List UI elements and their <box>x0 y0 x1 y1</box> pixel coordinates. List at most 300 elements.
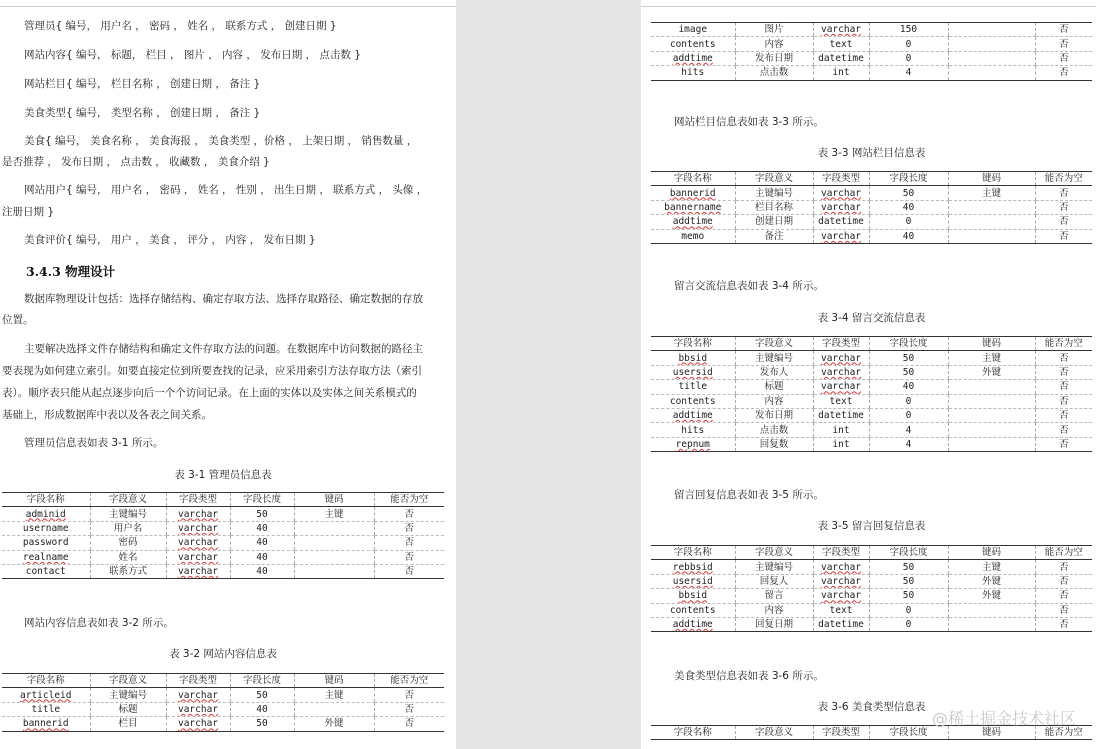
nullable-cell: 否 <box>1035 229 1092 243</box>
field-length-cell: 50 <box>230 717 294 731</box>
table-row <box>2 688 444 702</box>
cell-text: usersid <box>672 366 713 378</box>
field-type-cell: text <box>813 394 869 408</box>
field-type-cell <box>813 365 869 379</box>
field-name-cell <box>651 215 735 229</box>
column-header-field-type: 字段类型 <box>813 546 869 560</box>
table1-caption: 表 3-1 管理员信息表 <box>174 469 272 481</box>
field-type-cell <box>166 717 230 731</box>
field-name-cell <box>651 186 735 200</box>
key-cell: 主键 <box>948 186 1035 200</box>
field-length-cell: 50 <box>869 365 948 379</box>
field-type-cell <box>813 229 869 243</box>
field-length-cell: 40 <box>869 200 948 214</box>
field-meaning-cell: 回复数 <box>735 437 813 451</box>
table-row <box>651 574 1092 588</box>
field-length-cell: 0 <box>869 215 948 229</box>
field-type-cell <box>813 560 869 574</box>
key-cell: 主键 <box>948 560 1035 574</box>
column-header-field-length: 字段长度 <box>869 546 948 560</box>
field-length-cell: 40 <box>869 380 948 394</box>
table-row <box>2 564 444 578</box>
table-row <box>651 437 1092 451</box>
key-cell <box>948 617 1035 631</box>
cell-text: varchar <box>177 508 219 520</box>
column-header-nullable: 能否为空 <box>1035 337 1092 351</box>
table-row <box>2 536 444 550</box>
key-cell <box>294 702 374 716</box>
banner-info-table <box>651 171 1092 244</box>
field-type-cell <box>166 688 230 702</box>
field-type-cell <box>166 702 230 716</box>
table-row <box>2 521 444 535</box>
field-name-cell: contact <box>2 564 90 578</box>
document-page-left <box>0 0 456 749</box>
key-cell: 主键 <box>294 688 374 702</box>
table-header-row <box>2 493 444 507</box>
cell-text: rebbsid <box>672 561 713 573</box>
field-name-cell: title <box>2 702 90 716</box>
field-type-cell <box>813 23 869 37</box>
cell-text: varchar <box>820 230 862 242</box>
column-header-field-name: 字段名称 <box>651 546 735 560</box>
table-row <box>2 507 444 521</box>
field-length-cell: 40 <box>230 564 294 578</box>
field-meaning-cell: 主键编号 <box>90 688 166 702</box>
key-cell: 外键 <box>948 589 1035 603</box>
cell-text: varchar <box>177 522 219 534</box>
cell-text: varchar <box>820 366 862 378</box>
field-type-cell <box>166 521 230 535</box>
field-meaning-cell: 主键编号 <box>735 560 813 574</box>
reply-info-table <box>651 545 1092 632</box>
bbs-info-table <box>651 336 1092 452</box>
field-meaning-cell: 联系方式 <box>90 564 166 578</box>
key-cell: 主键 <box>948 351 1035 365</box>
field-name-cell: memo <box>651 229 735 243</box>
field-name-cell <box>651 365 735 379</box>
field-type-cell <box>166 536 230 550</box>
table2-intro: 网站内容信息表如表 3-2 所示。 <box>24 617 174 629</box>
table2-caption: 表 3-2 网站内容信息表 <box>169 648 277 660</box>
column-header-field-meaning: 字段意义 <box>735 546 813 560</box>
column-header-field-name: 字段名称 <box>2 674 90 688</box>
key-cell <box>948 408 1035 422</box>
cell-text: varchar <box>820 575 862 587</box>
field-name-cell: contents <box>651 603 735 617</box>
cell-text: varchar <box>177 718 219 730</box>
field-length-cell: 50 <box>230 688 294 702</box>
nullable-cell: 否 <box>1035 365 1092 379</box>
table4-caption: 表 3-4 留言交流信息表 <box>817 312 926 324</box>
column-header-key: 键码 <box>294 674 374 688</box>
field-name-cell: password <box>2 536 90 550</box>
page-edge-line <box>641 6 1096 7</box>
key-cell <box>948 23 1035 37</box>
table-row <box>651 560 1092 574</box>
field-meaning-cell: 姓名 <box>90 550 166 564</box>
table-header-row <box>651 172 1092 186</box>
nullable-cell: 否 <box>1035 617 1092 631</box>
field-type-cell: int <box>813 66 869 80</box>
key-cell <box>948 37 1035 51</box>
cell-text: repnum <box>675 438 710 450</box>
field-type-cell <box>166 507 230 521</box>
key-cell <box>948 394 1035 408</box>
key-cell: 外键 <box>948 365 1035 379</box>
key-cell <box>294 521 374 535</box>
column-header-nullable: 能否为空 <box>1035 546 1092 560</box>
field-length-cell: 0 <box>869 51 948 65</box>
field-name-cell <box>651 574 735 588</box>
entity-content: 网站内容{ 编号， 标题， 栏目 ， 图片 ， 内容 ， 发布日期 ， 点击数 } <box>24 49 361 61</box>
column-header-field-type: 字段类型 <box>813 172 869 186</box>
body-line-4: 要表现为如何建立索引。如要直接定位到所要查找的记录，应采用索引方法存取方法（索引 <box>2 365 422 377</box>
nullable-cell: 否 <box>1035 394 1092 408</box>
nullable-cell: 否 <box>1035 37 1092 51</box>
nullable-cell: 否 <box>1035 200 1092 214</box>
column-header-field-length: 字段长度 <box>869 337 948 351</box>
table-row <box>2 717 444 731</box>
table3-intro: 网站栏目信息表如表 3-3 所示。 <box>674 116 824 128</box>
key-cell <box>948 66 1035 80</box>
table6-intro: 美食类型信息表如表 3-6 所示。 <box>674 670 824 682</box>
field-type-cell <box>813 574 869 588</box>
field-name-cell <box>651 200 735 214</box>
field-type-cell <box>166 550 230 564</box>
field-type-cell <box>813 186 869 200</box>
field-meaning-cell: 发布日期 <box>735 51 813 65</box>
column-header-key: 键码 <box>948 546 1035 560</box>
admin-info-table <box>2 492 444 579</box>
cell-text: bannerid <box>669 187 716 199</box>
cell-text: varchar <box>177 689 219 701</box>
field-type-cell <box>166 564 230 578</box>
cell-text: bbsid <box>678 352 708 364</box>
body-line-5: 表）。顺序表只能从起点逐步向后一个个访问记录。在上面的实体以及实体之间关系模式的 <box>2 387 417 399</box>
table6-caption: 表 3-6 美食类型信息表 <box>817 701 926 713</box>
column-header-field-name: 字段名称 <box>2 493 90 507</box>
field-name-cell <box>2 688 90 702</box>
cell-text: addtime <box>672 619 713 631</box>
cell-text: varchar <box>820 187 862 199</box>
cell-text: realname <box>22 551 69 563</box>
key-cell <box>294 564 374 578</box>
cell-text: articleid <box>20 689 72 701</box>
table-row <box>651 589 1092 603</box>
nullable-cell: 否 <box>1035 66 1092 80</box>
field-length-cell: 0 <box>869 37 948 51</box>
table-row <box>2 702 444 716</box>
column-header-field-length: 字段长度 <box>230 674 294 688</box>
field-meaning-cell: 标题 <box>735 380 813 394</box>
field-name-cell: image <box>651 23 735 37</box>
nullable-cell: 否 <box>1035 351 1092 365</box>
field-meaning-cell: 内容 <box>735 37 813 51</box>
cell-text: bbsid <box>678 590 708 602</box>
field-meaning-cell: 点击数 <box>735 66 813 80</box>
nullable-cell: 否 <box>374 564 444 578</box>
nullable-cell: 否 <box>1035 574 1092 588</box>
field-type-cell: datetime <box>813 617 869 631</box>
column-header-nullable: 能否为空 <box>1035 726 1092 740</box>
field-length-cell: 150 <box>869 23 948 37</box>
field-meaning-cell: 栏目名称 <box>735 200 813 214</box>
table-header-row <box>651 546 1092 560</box>
table-row <box>651 394 1092 408</box>
field-length-cell: 50 <box>869 186 948 200</box>
key-cell: 外键 <box>294 717 374 731</box>
field-length-cell: 40 <box>230 521 294 535</box>
entity-foodtype: 美食类型{ 编号， 类型名称 ， 创建日期 ， 备注 } <box>24 107 261 119</box>
table-header-row <box>2 674 444 688</box>
field-name-cell <box>2 550 90 564</box>
field-name-cell: hits <box>651 423 735 437</box>
field-length-cell: 4 <box>869 423 948 437</box>
table1-intro: 管理员信息表如表 3-1 所示。 <box>24 437 164 449</box>
cell-text: bannerid <box>22 718 69 730</box>
field-length-cell: 50 <box>869 560 948 574</box>
body-line-1: 数据库物理设计包括：选择存储结构、确定存取方法、选择存取路径、确定数据的存放 <box>24 293 423 305</box>
table5-caption: 表 3-5 留言回复信息表 <box>817 520 926 532</box>
field-length-cell: 4 <box>869 437 948 451</box>
column-header-nullable: 能否为空 <box>374 493 444 507</box>
field-type-cell: int <box>813 423 869 437</box>
field-name-cell: username <box>2 521 90 535</box>
field-type-cell <box>813 589 869 603</box>
content-info-table <box>2 673 444 732</box>
nullable-cell: 否 <box>1035 437 1092 451</box>
field-length-cell: 40 <box>869 229 948 243</box>
table-row <box>651 380 1092 394</box>
field-name-cell <box>2 507 90 521</box>
nullable-cell: 否 <box>1035 380 1092 394</box>
field-meaning-cell: 发布日期 <box>735 408 813 422</box>
field-meaning-cell: 创建日期 <box>735 215 813 229</box>
table-row <box>651 51 1092 65</box>
field-name-cell <box>651 351 735 365</box>
field-length-cell: 0 <box>869 617 948 631</box>
cell-text: addtime <box>672 216 713 228</box>
table5-intro: 留言回复信息表如表 3-5 所示。 <box>674 489 824 501</box>
entity-user-line1: 网站用户{ 编号， 用户名 ， 密码 ， 姓名 ， 性别 ， 出生日期 ， 联系方式 ， 头像 ， <box>24 184 428 196</box>
nullable-cell: 否 <box>1035 186 1092 200</box>
cell-text: usersid <box>672 575 713 587</box>
column-header-field-name: 字段名称 <box>651 172 735 186</box>
column-header-field-length: 字段长度 <box>869 726 948 740</box>
key-cell <box>948 229 1035 243</box>
table-row <box>2 550 444 564</box>
field-name-cell: hits <box>651 66 735 80</box>
field-type-cell: int <box>813 437 869 451</box>
field-length-cell: 0 <box>869 603 948 617</box>
column-header-key: 键码 <box>294 493 374 507</box>
column-header-field-length: 字段长度 <box>869 172 948 186</box>
table-row <box>651 37 1092 51</box>
column-header-field-meaning: 字段意义 <box>90 493 166 507</box>
key-cell <box>948 51 1035 65</box>
field-meaning-cell: 用户名 <box>90 521 166 535</box>
field-length-cell: 50 <box>869 574 948 588</box>
column-header-field-length: 字段长度 <box>230 493 294 507</box>
field-meaning-cell: 回复日期 <box>735 617 813 631</box>
column-header-field-type: 字段类型 <box>166 493 230 507</box>
field-type-cell: datetime <box>813 215 869 229</box>
nullable-cell: 否 <box>1035 408 1092 422</box>
column-header-nullable: 能否为空 <box>374 674 444 688</box>
field-name-cell <box>651 51 735 65</box>
nullable-cell: 否 <box>374 507 444 521</box>
column-header-field-meaning: 字段意义 <box>735 337 813 351</box>
document-page-right <box>641 0 1096 749</box>
field-type-cell: text <box>813 37 869 51</box>
field-length-cell: 0 <box>869 408 948 422</box>
table-header-row <box>651 337 1092 351</box>
field-type-cell: datetime <box>813 51 869 65</box>
field-length-cell: 40 <box>230 536 294 550</box>
key-cell <box>948 437 1035 451</box>
field-name-cell <box>2 717 90 731</box>
table-row <box>651 617 1092 631</box>
field-meaning-cell: 栏目 <box>90 717 166 731</box>
column-header-field-name: 字段名称 <box>651 337 735 351</box>
cell-text: addtime <box>672 410 713 422</box>
body-line-6: 基础上，形成数据库中表以及各表之间关系。 <box>2 409 212 421</box>
nullable-cell: 否 <box>374 702 444 716</box>
nullable-cell: 否 <box>1035 560 1092 574</box>
table-row <box>651 23 1092 37</box>
column-header-nullable: 能否为空 <box>1035 172 1092 186</box>
table-row <box>651 408 1092 422</box>
section-heading: 3.4.3 物理设计 <box>26 264 116 279</box>
field-meaning-cell: 点击数 <box>735 423 813 437</box>
field-meaning-cell: 主键编号 <box>90 507 166 521</box>
body-line-3: 主要解决选择文件存储结构和确定文件存取方法的问题。在数据库中访问数据的路径主 <box>24 343 423 355</box>
column-header-key: 键码 <box>948 726 1035 740</box>
table-row <box>651 351 1092 365</box>
field-type-cell: datetime <box>813 408 869 422</box>
nullable-cell: 否 <box>1035 589 1092 603</box>
entity-food-line2: 是否推荐 ， 发布日期 ， 点击数 ， 收藏数 ， 美食介绍 } <box>2 156 270 168</box>
table3-caption: 表 3-3 网站栏目信息表 <box>817 147 926 159</box>
field-meaning-cell: 内容 <box>735 603 813 617</box>
field-meaning-cell: 标题 <box>90 702 166 716</box>
cell-text: varchar <box>820 561 862 573</box>
field-length-cell: 50 <box>869 589 948 603</box>
cell-text: varchar <box>177 537 219 549</box>
field-type-cell <box>813 200 869 214</box>
entity-food-line1: 美食{ 编号， 美食名称 ， 美食海报 ， 美食类型 ，价格 ， 上架日期 ， 销售数量 ， <box>24 135 418 147</box>
key-cell <box>948 200 1035 214</box>
field-length-cell: 50 <box>869 351 948 365</box>
field-length-cell: 4 <box>869 66 948 80</box>
field-meaning-cell: 备注 <box>735 229 813 243</box>
cell-text: varchar <box>820 590 862 602</box>
field-length-cell: 40 <box>230 550 294 564</box>
field-length-cell: 50 <box>230 507 294 521</box>
key-cell <box>948 603 1035 617</box>
field-name-cell: contents <box>651 394 735 408</box>
content-info-table-continued <box>651 22 1092 81</box>
field-length-cell: 0 <box>869 394 948 408</box>
cell-text: varchar <box>177 551 219 563</box>
nullable-cell: 否 <box>374 688 444 702</box>
cell-text: varchar <box>820 381 862 393</box>
column-header-key: 键码 <box>948 172 1035 186</box>
field-name-cell: contents <box>651 37 735 51</box>
table4-intro: 留言交流信息表如表 3-4 所示。 <box>674 280 824 292</box>
cell-text: varchar <box>177 566 219 578</box>
table-row <box>651 229 1092 243</box>
nullable-cell: 否 <box>1035 423 1092 437</box>
cell-text: varchar <box>177 703 219 715</box>
field-type-cell <box>813 380 869 394</box>
field-type-cell: text <box>813 603 869 617</box>
field-name-cell <box>651 408 735 422</box>
nullable-cell: 否 <box>1035 603 1092 617</box>
field-length-cell: 40 <box>230 702 294 716</box>
body-line-2: 位置。 <box>2 314 34 326</box>
key-cell <box>948 380 1035 394</box>
nullable-cell: 否 <box>374 536 444 550</box>
column-header-field-name: 字段名称 <box>651 726 735 740</box>
entity-banner: 网站栏目{ 编号， 栏目名称 ， 创建日期 ， 备注 } <box>24 78 261 90</box>
key-cell <box>948 423 1035 437</box>
table-row <box>651 66 1092 80</box>
cell-text: addtime <box>672 52 713 64</box>
field-meaning-cell: 图片 <box>735 23 813 37</box>
page-edge-line <box>0 6 456 7</box>
field-meaning-cell: 主键编号 <box>735 351 813 365</box>
nullable-cell: 否 <box>1035 215 1092 229</box>
table-row <box>651 365 1092 379</box>
field-meaning-cell: 留言 <box>735 589 813 603</box>
key-cell: 外键 <box>948 574 1035 588</box>
nullable-cell: 否 <box>374 550 444 564</box>
entity-user-line2: 注册日期 } <box>2 206 55 218</box>
field-meaning-cell: 回复人 <box>735 574 813 588</box>
column-header-field-type: 字段类型 <box>813 726 869 740</box>
cell-text: adminid <box>25 508 66 520</box>
key-cell <box>294 536 374 550</box>
cell-text: varchar <box>820 352 862 364</box>
table-row <box>651 423 1092 437</box>
cell-text: varchar <box>820 24 862 36</box>
field-name-cell <box>651 589 735 603</box>
field-name-cell <box>651 560 735 574</box>
column-header-field-meaning: 字段意义 <box>735 172 813 186</box>
column-header-field-meaning: 字段意义 <box>90 674 166 688</box>
watermark-text: @稀土掘金技术社区 <box>931 709 1076 728</box>
key-cell <box>294 550 374 564</box>
field-meaning-cell: 主键编号 <box>735 186 813 200</box>
nullable-cell: 否 <box>1035 23 1092 37</box>
column-header-field-type: 字段类型 <box>813 337 869 351</box>
field-name-cell: title <box>651 380 735 394</box>
key-cell <box>948 215 1035 229</box>
nullable-cell: 否 <box>1035 51 1092 65</box>
entity-review: 美食评价{ 编号， 用户 ， 美食 ， 评分 ， 内容 ， 发布日期 } <box>24 234 316 246</box>
entity-admin: 管理员{ 编号， 用户名 ， 密码 ， 姓名 ， 联系方式 ， 创建日期 } <box>24 20 337 32</box>
key-cell: 主键 <box>294 507 374 521</box>
column-header-field-meaning: 字段意义 <box>735 726 813 740</box>
table-row <box>651 200 1092 214</box>
cell-text: varchar <box>820 201 862 213</box>
field-meaning-cell: 内容 <box>735 394 813 408</box>
column-header-field-type: 字段类型 <box>166 674 230 688</box>
field-meaning-cell: 密码 <box>90 536 166 550</box>
table-row <box>651 603 1092 617</box>
